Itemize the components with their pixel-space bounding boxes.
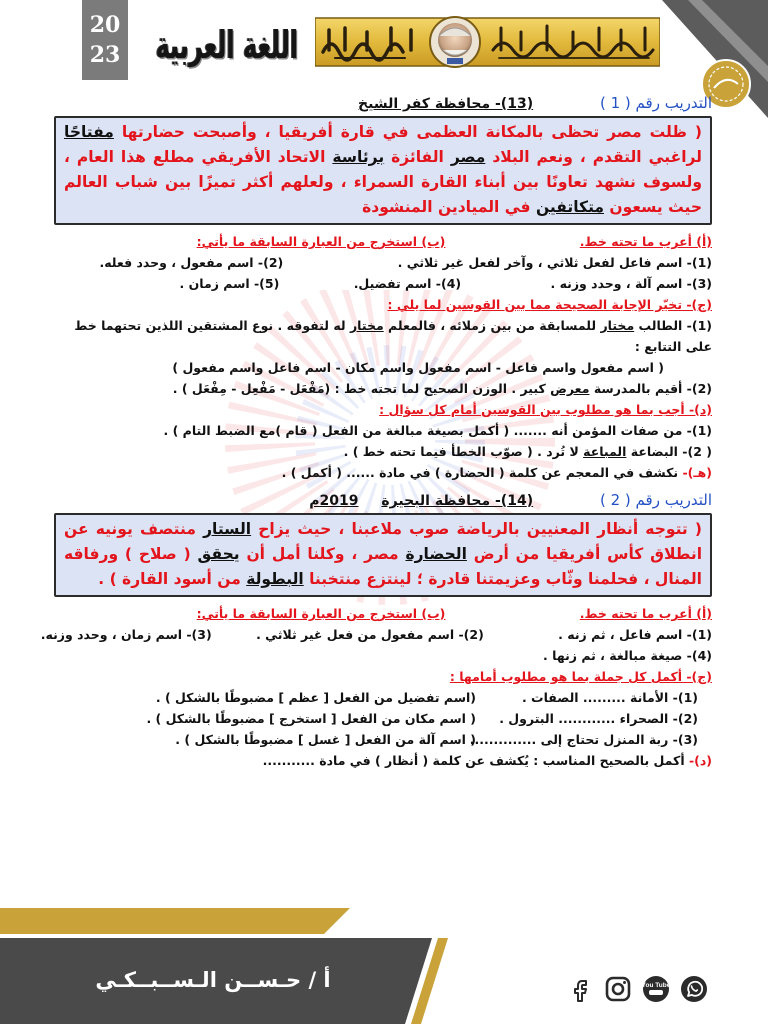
question-a-b-headers bbox=[54, 231, 712, 252]
underlined-word: متكاتفين bbox=[535, 198, 604, 216]
underlined-word: مختار bbox=[349, 318, 384, 333]
question-a-b-headers bbox=[54, 603, 712, 624]
drill-2-passage bbox=[54, 513, 712, 597]
portrait-medallion bbox=[430, 17, 480, 67]
question-d-item bbox=[54, 420, 712, 441]
question-d-row bbox=[54, 750, 712, 771]
question-text: له لتفوقه . نوع المشتقين اللذين تحتهما خط على التتابع : bbox=[74, 318, 712, 354]
question-b-heading: (ب) استخرج من العبارة السابقة ما يأتي: bbox=[196, 234, 446, 249]
underlined-word: برئاسة bbox=[332, 148, 385, 166]
question-instruction: ( اسم مكان من الفعل [ استخرج ] مضبوطًا بالشكل ) . bbox=[146, 711, 476, 726]
question-b-row bbox=[40, 624, 712, 645]
passage-text: ( ظلت مصر تحظى بالمكانة العظمى في قارة أفريقيا ، وأصبحت حضارتها bbox=[113, 123, 702, 141]
question-text: ( 2)- البضاعة bbox=[626, 444, 712, 459]
whatsapp-icon[interactable] bbox=[680, 975, 708, 1003]
question-b-row bbox=[54, 252, 712, 273]
drill-2 bbox=[40, 489, 712, 771]
instagram-icon[interactable] bbox=[604, 975, 632, 1003]
question-d-heading: (د)- أجب بما هو مطلوب بين القوسين أمام كل سؤال : bbox=[379, 402, 712, 417]
answer-options-text: ( اسم مفعول واسم فاعل - اسم مفعول واسم مكان - اسم فاعل واسم مفعول ) bbox=[172, 360, 664, 375]
question-b-item: (4)- صيغة مبالغة ، ثم زنها . bbox=[543, 648, 712, 663]
question-b-item: (3)- اسم زمان ، وحدد وزنه. bbox=[40, 627, 212, 642]
passage-text: من أسود القارة ) . bbox=[98, 570, 241, 588]
question-e-row bbox=[54, 462, 712, 483]
passage-text: ( تتوجه أنظار المعنيين بالرياضة صوب ملاعبنا ، حيث يزاح bbox=[251, 520, 702, 538]
arabic-language-logo bbox=[148, 10, 306, 80]
question-c-heading: (ج)- أكمل كل جملة بما هو مطلوب أمامها : bbox=[449, 669, 712, 684]
question-c-item bbox=[54, 315, 712, 357]
question-text: أكمل بالصحيح المناسب : يُكشف عن كلمة ( أنظار ) في مادة ........... bbox=[262, 753, 685, 768]
underlined-word: يحقق bbox=[197, 545, 240, 563]
passage-text: مصر ، وكلنا أمل أن bbox=[239, 545, 399, 563]
youtube-logo-lettering: You Tube bbox=[642, 982, 670, 989]
question-b-item: (5)- اسم زمان . bbox=[179, 276, 280, 291]
question-instruction: (اسم تفضيل من الفعل [ عظم ] مضبوطًا بالشكل ) . bbox=[155, 690, 476, 705]
footer-gold-stripe bbox=[0, 908, 350, 934]
question-a-heading: (أ) أعرب ما تحته خط. bbox=[579, 606, 712, 621]
drill-2-header bbox=[54, 489, 712, 511]
question-b-item: (1)- اسم فاعل ، ثم زنه . bbox=[558, 627, 712, 642]
question-c-item bbox=[54, 378, 712, 399]
question-text: (2)- أقيم بالمدرسة bbox=[589, 381, 712, 396]
question-instruction: ( اسم آلة من الفعل [ غسل ] مضبوطًا بالشكل ) . bbox=[175, 732, 476, 747]
passage-text: في الميادين المنشودة bbox=[362, 198, 531, 216]
underlined-word: البطولة bbox=[246, 570, 304, 588]
social-links bbox=[566, 975, 708, 1003]
question-c-item bbox=[54, 729, 712, 750]
question-d-label: (د)- bbox=[688, 753, 712, 768]
passage-text: الاتحاد الأفريقي مطلع هذا العام ، ولسوف نشهد تعاونًا بين أبناء القارة السمراء ، ولعلهم أكثر تميزًا بين شباب العالم حيث يسعون bbox=[64, 148, 702, 216]
question-sentence: (3)- ربة المنزل تحتاج إلى .............. bbox=[469, 732, 698, 747]
question-sentence: (1)- الأمانة ......... الصفات . bbox=[521, 690, 698, 705]
question-sentence: (2)- الصحراء ............ البترول . bbox=[499, 711, 698, 726]
question-text: لا تُرد . ( صوّب الخطأ فيما تحته خط ) . bbox=[343, 444, 579, 459]
question-e-label: (هـ)- bbox=[682, 465, 712, 480]
underlined-word: مختار bbox=[600, 318, 635, 333]
drill-2-title: التدريب رقم ( 2 ) bbox=[599, 491, 712, 509]
footer-band bbox=[0, 900, 768, 1024]
drill-2-year: 2019م bbox=[309, 493, 359, 509]
question-text: (1)- من صفات المؤمن أنه ....... ( أكمل بصيغة مبالغة من الفعل ( قام )مع الضبط التام ) . bbox=[163, 423, 712, 438]
question-text: للمسابقة من بين زملائه ، فالمعلم bbox=[383, 318, 597, 333]
passage-text: لراغبي التقدم ، ونعم البلاد bbox=[485, 148, 702, 166]
series-banner-logo bbox=[315, 14, 660, 70]
drill-1-title: التدريب رقم ( 1 ) bbox=[599, 94, 712, 112]
passage-text: ( صلاح ) ورفاقه المنال ، فحلمنا وثّاب وعزيمتنا قادرة ؛ لينتزع منتخبنا bbox=[64, 545, 702, 588]
question-b-item: (3)- اسم آلة ، وحدد وزنه . bbox=[550, 276, 712, 291]
question-d-heading-row bbox=[54, 399, 712, 420]
drill-1-passage bbox=[54, 116, 712, 225]
underlined-word: الستار bbox=[203, 520, 252, 538]
question-b-row bbox=[54, 273, 712, 294]
question-text: (1)- الطالب bbox=[634, 318, 712, 333]
author-name: أ / حـســن الـســبــكـي bbox=[95, 968, 331, 992]
question-b-item: (1)- اسم فاعل لفعل ثلاثي ، وآخر لفعل غير ثلاثي . bbox=[397, 255, 712, 270]
question-text: كبير . الوزن الصحيح لما تحته خط : (مَفْعَل - مَفْعِل - مِفْعَل ) . bbox=[172, 381, 546, 396]
drill-1-source: (13)- محافظة كفر الشيخ bbox=[358, 96, 534, 112]
drill-2-source: (14)- محافظة البحيرة bbox=[381, 493, 534, 509]
question-c-heading-row bbox=[54, 294, 712, 315]
passage-text: منتصف يونيه عن انطلاق كأس أفريقيا من أرض bbox=[64, 520, 703, 563]
question-b-item: (2)- اسم مفعول من فعل غير ثلاثي . bbox=[256, 627, 484, 642]
question-b-heading: (ب) استخرج من العبارة السابقة ما يأتي: bbox=[196, 606, 446, 621]
underlined-word: مفتاحًا bbox=[64, 123, 114, 141]
question-c-item bbox=[54, 708, 712, 729]
underlined-word: مصر bbox=[450, 148, 486, 166]
worksheet-content bbox=[40, 92, 712, 771]
question-b-item: (2)- اسم مفعول ، وحدد فعله. bbox=[99, 255, 284, 270]
question-text: نكشف في المعجم عن كلمة ( الحضارة ) في مادة ...... ( أكمل ) . bbox=[281, 465, 679, 480]
year-bottom: 23 bbox=[89, 42, 121, 68]
question-c-heading: (ج)- تخيّر الإجابة الصحيحة مما بين القوسين لما يلي : bbox=[387, 297, 712, 312]
drill-1 bbox=[54, 92, 712, 483]
answer-options bbox=[54, 357, 712, 378]
logo-lettering: اللغة العربية bbox=[155, 22, 299, 68]
youtube-icon[interactable] bbox=[642, 975, 670, 1003]
question-c-item bbox=[54, 687, 712, 708]
facebook-icon[interactable] bbox=[566, 975, 594, 1003]
question-d-item bbox=[54, 441, 712, 462]
question-b-item: (4)- اسم تفضيل. bbox=[353, 276, 462, 291]
question-b-row bbox=[54, 645, 712, 666]
underlined-word: الحضارة bbox=[405, 545, 467, 563]
question-c-heading-row bbox=[54, 666, 712, 687]
question-a-heading: (أ) أعرب ما تحته خط. bbox=[579, 234, 712, 249]
passage-text: الفائزة bbox=[384, 148, 444, 166]
year-badge bbox=[82, 0, 128, 80]
drill-1-header bbox=[54, 92, 712, 114]
underlined-word: معرض bbox=[550, 381, 590, 396]
underlined-word: المباعة bbox=[583, 444, 627, 459]
year-top: 20 bbox=[89, 12, 121, 38]
